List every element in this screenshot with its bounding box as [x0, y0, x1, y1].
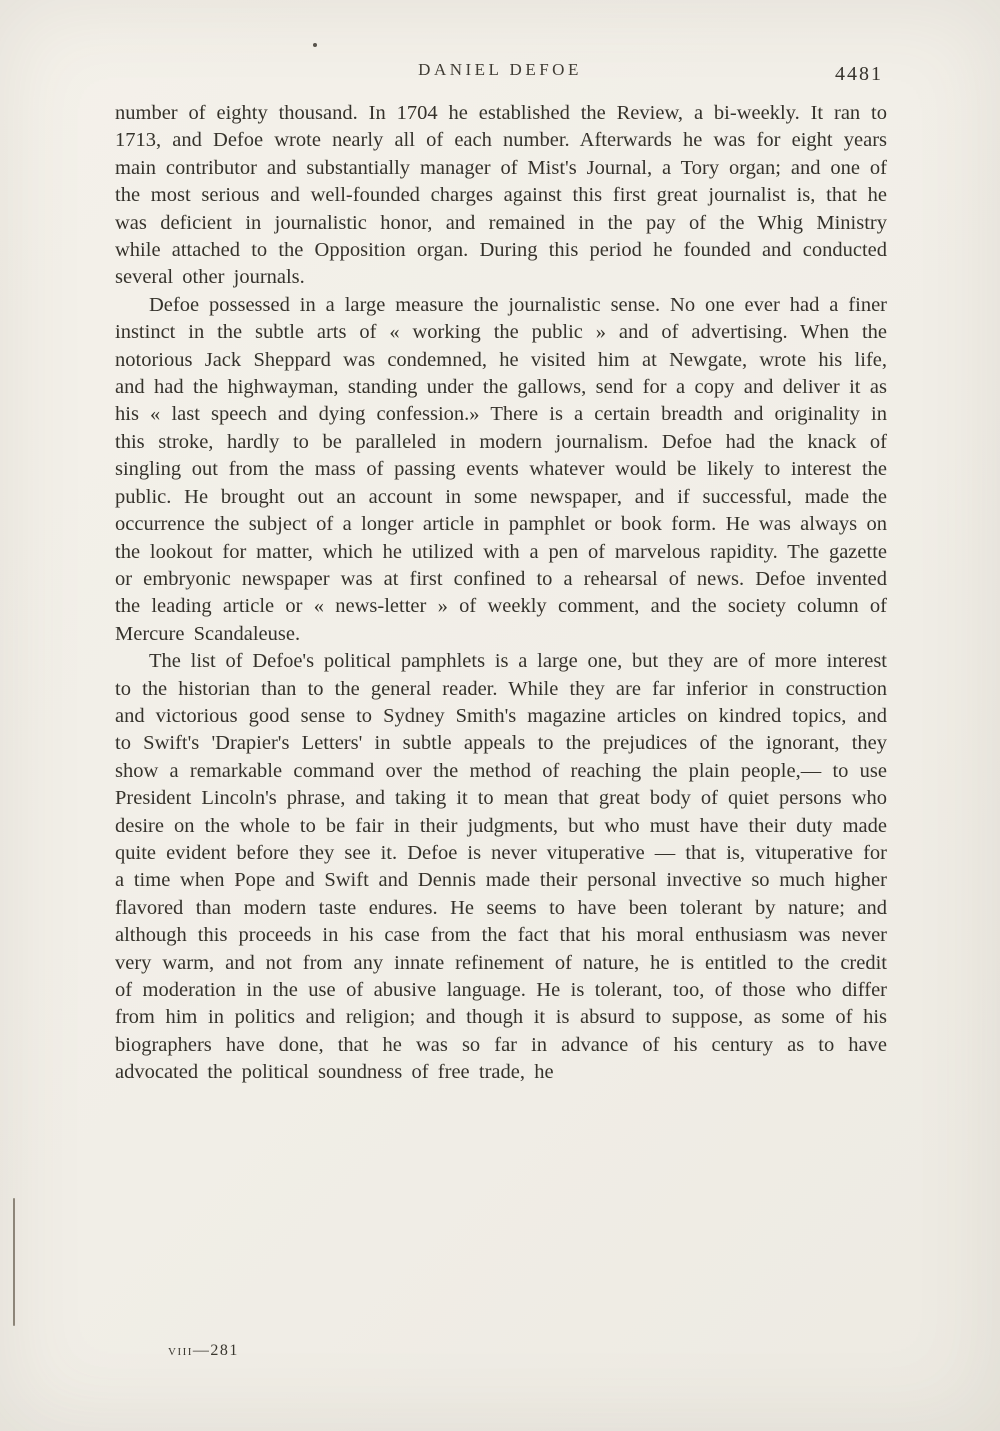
page-header [115, 56, 885, 86]
running-title: DANIEL DEFOE [418, 60, 582, 79]
page-number: 4481 [835, 63, 883, 85]
paragraph-3: The list of Defoe's political pamphlets is a large one, but they are of more interest to the historian than to the general reader. While they are far inferior in construction and victorious good sense to Sydney Smith's magazine articles on kindred topics, and to Swift's 'Drapier's Letters' in subtle appeals to the prejudices of the ignorant, they show a remarkable command over the method of reaching the plain people,— to use President Lincoln's phrase, and taking it to mean that great body of quiet persons who desire on the whole to be fair in their judgments, but who must have their duty made quite evident before they see it. Defoe is never vituperative — that is, vituperative for a time when Pope and Swift and Dennis made their personal invective so much higher flavored than modern taste endures. He seems to have been tolerant by nature; and although this proceeds in his case from the fact that his moral enthusiasm was never very warm, and not from any innate refinement of nature, he is entitled to the credit of moderation in the use of abusive language. He is tolerant, too, of those who differ from him in politics and religion; and though it is absurd to suppose, as some of his biographers have done, that he was so far in advance of his century as to have advocated the political soundness of free trade, he [115, 650, 887, 1084]
paragraph-1: number of eighty thousand. In 1704 he established the Review, a bi-weekly. It ran to 1713, and Defoe wrote nearly all of each number. Afterwards he was for eight years main contributor and substantially manager of Mist's Journal, a Tory organ; and one of the most serious and well-founded charges against this first great journalist is, that he was deficient in journalistic honor, and remained in the pay of the Whig Ministry while attached to the Opposition organ. During this period he founded and conducted several other journals. [115, 102, 887, 289]
paragraph-2: Defoe possessed in a large measure the journalistic sense. No one ever had a finer instinct in the subtle arts of « working the public » and of advertising. When the notorious Jack Sheppard was condemned, he visited him at Newgate, wrote his life, and had the highwayman, standing under the gallows, send for a copy and deliver it as his « last speech and dying confession.» There is a certain breadth and originality in this stroke, hardly to be paralleled in modern journalism. Defoe had the knack of singling out from the mass of passing events whatever would be likely to interest the public. He brought out an account in some newspaper, and if successful, made the occurrence the subject of a longer article in pamphlet or book form. He was always on the lookout for matter, which he utilized with a pen of marvelous rapidity. The gazette or embryonic newspaper was at first confined to a rehearsal of news. Defoe invented the leading article or « news-letter » of weekly comment, and the society column of Mercure Scandaleuse. [115, 293, 887, 645]
scan-artifact-dot [313, 43, 317, 47]
signature-mark: viii—281 [168, 1342, 239, 1359]
page-body [115, 100, 887, 1087]
scan-artifact-line [13, 1198, 15, 1326]
